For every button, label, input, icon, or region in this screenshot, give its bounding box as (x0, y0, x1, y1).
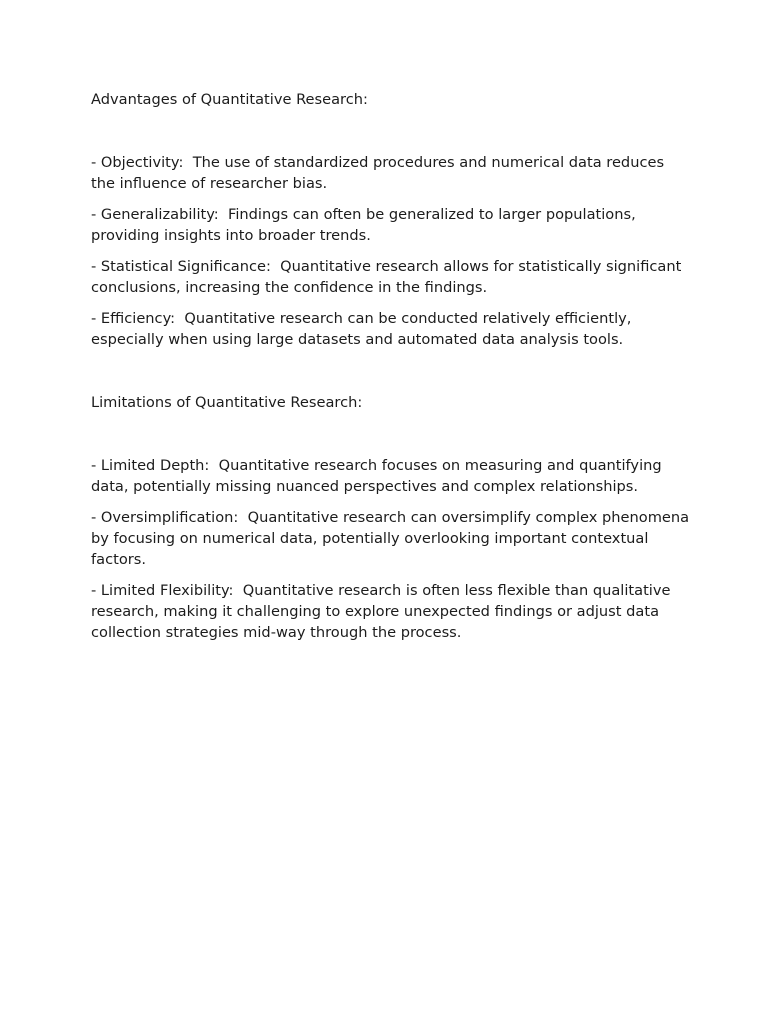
limitation-item-oversimplification (91, 507, 694, 570)
spacer (91, 110, 691, 152)
item-label: - Statistical Significance: (91, 258, 271, 275)
item-label: - Objectivity: (91, 154, 184, 171)
item-label: - Efficiency: (91, 310, 176, 327)
item-text: Quantitative research is often less flexible than qualitative research, making it challenging to explore unexpected findings or adjust data collection strategies mid-way through the process. (91, 582, 676, 641)
limitations-heading: Limitations of Quantitative Research: (91, 394, 363, 411)
item-label: - Generalizability: (91, 206, 219, 223)
item-text: Quantitative research allows for statistically significant conclusions, increasing the confidence in the findings. (91, 258, 686, 296)
item-text: Findings can often be generalized to larger populations, providing insights into broader trends. (91, 206, 641, 244)
advantage-item-statistical-significance (91, 256, 691, 298)
item-text: The use of standardized procedures and numerical data reduces the influence of researcher bias. (91, 154, 669, 192)
limitation-item-limited-flexibility (91, 580, 691, 643)
item-label: - Limited Flexibility: (91, 582, 234, 599)
document-page (91, 89, 694, 653)
advantage-item-objectivity (91, 152, 691, 194)
item-text: Quantitative research can be conducted relatively efficiently, especially when using large datasets and automated data analysis tools. (91, 310, 637, 348)
item-text: Quantitative research can oversimplify complex phenomena by focusing on numerical data, potentially overlooking important contextual factors. (91, 509, 694, 568)
item-label: - Oversimplification: (91, 509, 239, 526)
limitation-item-limited-depth (91, 455, 691, 497)
advantages-heading: Advantages of Quantitative Research: (91, 91, 368, 108)
item-label: - Limited Depth: (91, 457, 210, 474)
item-text: Quantitative research focuses on measuring and quantifying data, potentially missing nuanced perspectives and complex relationships. (91, 457, 667, 495)
advantage-item-generalizability (91, 204, 691, 246)
advantage-item-efficiency (91, 308, 691, 350)
spacer (91, 360, 691, 392)
spacer (91, 413, 691, 455)
